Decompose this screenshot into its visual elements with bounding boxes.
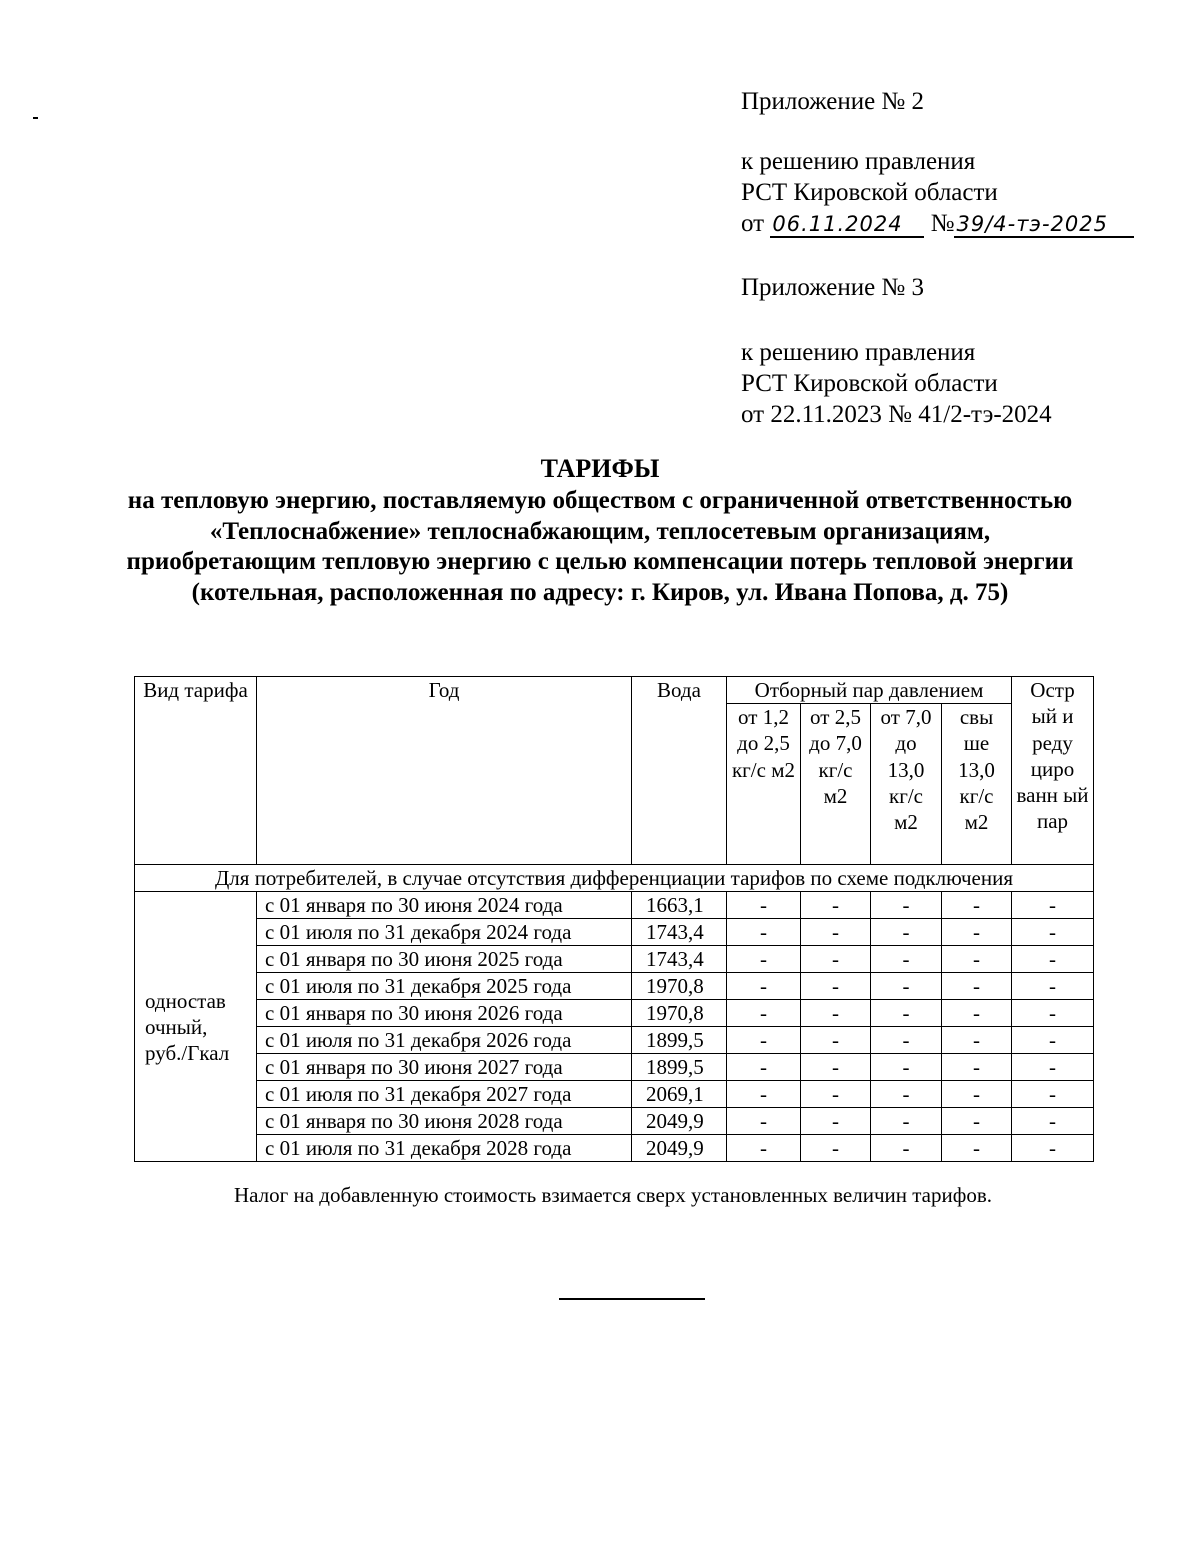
- appendix-2-title: [741, 86, 924, 117]
- period-cell: с 01 января по 30 июня 2027 года: [257, 1054, 632, 1081]
- steam-1-value-cell: -: [727, 1027, 801, 1054]
- steam-2-value-cell: -: [801, 946, 871, 973]
- steam-4-value-cell: -: [942, 1054, 1012, 1081]
- appendix-3-line2: РСТ Кировской области: [741, 370, 998, 397]
- tariff-table: [134, 676, 1094, 1162]
- steam-4-value-cell: -: [942, 1081, 1012, 1108]
- water-value-cell: 1663,1: [632, 892, 727, 919]
- period-cell: с 01 июля по 31 декабря 2027 года: [257, 1081, 632, 1108]
- steam-4-value-cell: -: [942, 946, 1012, 973]
- table-row: [135, 892, 1094, 919]
- table-row: [135, 946, 1094, 973]
- water-value-cell: 1743,4: [632, 946, 727, 973]
- period-cell: с 01 января по 30 июня 2028 года: [257, 1108, 632, 1135]
- appendix-2-heading: Приложение № 2: [741, 88, 925, 115]
- header-water: Вода: [632, 677, 727, 865]
- sharp-steam-value-cell: -: [1012, 1081, 1094, 1108]
- table-row: [135, 919, 1094, 946]
- sharp-steam-value-cell: -: [1012, 973, 1094, 1000]
- steam-2-value-cell: -: [801, 1135, 871, 1162]
- document-title: ТАРИФЫ: [540, 454, 660, 483]
- steam-1-value-cell: -: [727, 919, 801, 946]
- water-value-cell: 1899,5: [632, 1054, 727, 1081]
- header-steam-4: свы ше 13,0 кг/с м2: [942, 704, 1012, 865]
- period-cell: с 01 июля по 31 декабря 2024 года: [257, 919, 632, 946]
- steam-1-value-cell: -: [727, 892, 801, 919]
- water-value-cell: 2049,9: [632, 1108, 727, 1135]
- sharp-steam-value-cell: -: [1012, 946, 1094, 973]
- steam-1-value-cell: -: [727, 1081, 801, 1108]
- steam-2-value-cell: -: [801, 1027, 871, 1054]
- steam-3-value-cell: -: [871, 1081, 942, 1108]
- closing-rule: [559, 1298, 705, 1300]
- vat-note: Налог на добавленную стоимость взимается сверх установленных величин тарифов.: [233, 1183, 993, 1207]
- header-steam-3: от 7,0 до 13,0 кг/с м2: [871, 704, 942, 865]
- appendix-2-line1: к решению правления: [741, 148, 976, 175]
- steam-1-value-cell: -: [727, 946, 801, 973]
- steam-1-value-cell: -: [727, 973, 801, 1000]
- period-cell: с 01 июля по 31 декабря 2028 года: [257, 1135, 632, 1162]
- steam-4-value-cell: -: [942, 973, 1012, 1000]
- table-row: [135, 1081, 1094, 1108]
- header-tariff-type: Вид тарифа: [135, 677, 257, 865]
- period-cell: с 01 января по 30 июня 2026 года: [257, 1000, 632, 1027]
- water-value-cell: 2049,9: [632, 1135, 727, 1162]
- steam-3-value-cell: -: [871, 1054, 942, 1081]
- steam-3-value-cell: -: [871, 892, 942, 919]
- appendix-2-line2: РСТ Кировской области: [741, 179, 998, 206]
- consumer-group-label: Для потребителей, в случае отсутствия дифференциации тарифов по схеме подключения: [135, 865, 1094, 892]
- steam-4-value-cell: -: [942, 1000, 1012, 1027]
- table-row: [135, 1027, 1094, 1054]
- steam-3-value-cell: -: [871, 1135, 942, 1162]
- period-cell: с 01 января по 30 июня 2025 года: [257, 946, 632, 973]
- period-cell: с 01 января по 30 июня 2024 года: [257, 892, 632, 919]
- steam-4-value-cell: -: [942, 919, 1012, 946]
- steam-3-value-cell: -: [871, 919, 942, 946]
- water-value-cell: 2069,1: [632, 1081, 727, 1108]
- sharp-steam-value-cell: -: [1012, 1027, 1094, 1054]
- steam-3-value-cell: -: [871, 1000, 942, 1027]
- sharp-steam-value-cell: -: [1012, 892, 1094, 919]
- steam-2-value-cell: -: [801, 892, 871, 919]
- steam-3-value-cell: -: [871, 973, 942, 1000]
- appendix-3-heading: Приложение № 3: [741, 274, 925, 301]
- water-value-cell: 1970,8: [632, 1000, 727, 1027]
- table-row: [135, 1000, 1094, 1027]
- sharp-steam-value-cell: -: [1012, 919, 1094, 946]
- steam-2-value-cell: -: [801, 1000, 871, 1027]
- sharp-steam-value-cell: -: [1012, 1135, 1094, 1162]
- appendix-2-date-line: [741, 208, 1134, 239]
- steam-4-value-cell: -: [942, 1135, 1012, 1162]
- steam-2-value-cell: -: [801, 1108, 871, 1135]
- appendix-3-title: [741, 272, 924, 303]
- appendix-3-reference: [741, 337, 1052, 430]
- steam-4-value-cell: -: [942, 892, 1012, 919]
- steam-3-value-cell: -: [871, 1108, 942, 1135]
- steam-3-value-cell: -: [871, 1027, 942, 1054]
- scan-artifact-mark: [33, 117, 38, 119]
- steam-2-value-cell: -: [801, 1081, 871, 1108]
- water-value-cell: 1970,8: [632, 973, 727, 1000]
- appendix-2-reference: [741, 146, 1134, 239]
- period-cell: с 01 июля по 31 декабря 2026 года: [257, 1027, 632, 1054]
- water-value-cell: 1899,5: [632, 1027, 727, 1054]
- handwritten-number: 39/4-тэ-2025: [954, 212, 1134, 238]
- table-row: [135, 1054, 1094, 1081]
- handwritten-date: 06.11.2024: [770, 212, 924, 238]
- steam-1-value-cell: -: [727, 1054, 801, 1081]
- steam-1-value-cell: -: [727, 1000, 801, 1027]
- period-cell: с 01 июля по 31 декабря 2025 года: [257, 973, 632, 1000]
- steam-3-value-cell: -: [871, 946, 942, 973]
- sharp-steam-value-cell: -: [1012, 1108, 1094, 1135]
- steam-2-value-cell: -: [801, 1054, 871, 1081]
- steam-4-value-cell: -: [942, 1027, 1012, 1054]
- sharp-steam-value-cell: -: [1012, 1054, 1094, 1081]
- header-steam-2: от 2,5 до 7,0 кг/с м2: [801, 704, 871, 865]
- sharp-steam-value-cell: -: [1012, 1000, 1094, 1027]
- appendix-3-line1: к решению правления: [741, 339, 976, 366]
- water-value-cell: 1743,4: [632, 919, 727, 946]
- steam-2-value-cell: -: [801, 973, 871, 1000]
- header-year: Год: [257, 677, 632, 865]
- document-subtitle: на тепловую энергию, поставляемую обществом с ограниченной ответственностью «Теплоснабжение» теплоснабжающим, теплосетевым организациям, приобретающим тепловую энергию с целью компенсации потерь тепловой энергии (котельная, расположенная по адресу: г. Киров, ул. Ивана Попова, д. 75): [126, 487, 1074, 606]
- document-heading: [0, 452, 1200, 608]
- tariff-type-cell: одностав очный, руб./Гкал: [135, 892, 257, 1162]
- tariff-rows: [135, 892, 1094, 1162]
- table-row: [135, 1108, 1094, 1135]
- table-row: [135, 1135, 1094, 1162]
- steam-2-value-cell: -: [801, 919, 871, 946]
- table-row: [135, 973, 1094, 1000]
- appendix-3-line3: от 22.11.2023 № 41/2-тэ-2024: [741, 401, 1052, 428]
- header-steam-1: от 1,2 до 2,5 кг/с м2: [727, 704, 801, 865]
- steam-1-value-cell: -: [727, 1108, 801, 1135]
- appendix-2-number-prefix: №: [930, 210, 955, 237]
- steam-4-value-cell: -: [942, 1108, 1012, 1135]
- steam-1-value-cell: -: [727, 1135, 801, 1162]
- header-sharp-steam: Остр ый и реду циро ванн ый пар: [1012, 677, 1094, 865]
- header-steam-group: Отборный пар давлением: [727, 677, 1012, 704]
- appendix-2-date-prefix: от: [741, 210, 765, 237]
